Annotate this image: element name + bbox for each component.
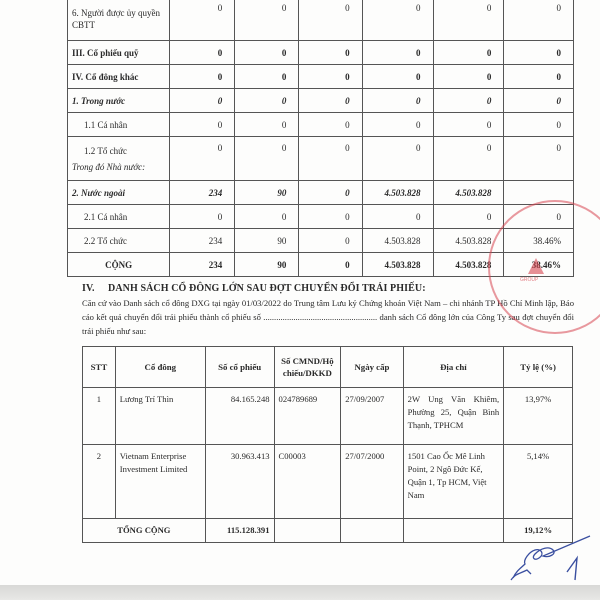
row-label [68, 253, 170, 277]
cell-shareholder: Vietnam Enterprise Investment Limited [115, 445, 205, 519]
viewer-bottom-bar [0, 585, 600, 600]
total-row [83, 519, 573, 543]
cell-value: 0 [299, 41, 362, 65]
row-label-text: IV. Cổ đông khác [72, 71, 139, 82]
cell-value: 0 [504, 137, 574, 181]
table-row [68, 113, 574, 137]
cell-value: 4.503.828 [433, 181, 504, 205]
row-label-text: 6. Người được ủy quyền CBTT [72, 7, 161, 30]
cell-value: 4.503.828 [362, 181, 433, 205]
cell-value: 0 [299, 229, 362, 253]
cell-value: 0 [299, 205, 362, 229]
cell-value: 90 [235, 181, 299, 205]
cell-value: 4.503.828 [433, 253, 504, 277]
cell-value: 0 [299, 113, 362, 137]
cell-value: 0 [235, 65, 299, 89]
stamp-text: GROUP [520, 277, 539, 283]
cell-value: 0 [362, 113, 433, 137]
shareholder-structure-table [67, 0, 574, 277]
header-shareholder: Cổ đông [115, 347, 205, 388]
cell-value: 0 [362, 65, 433, 89]
table-row [68, 181, 574, 205]
cell-value: 0 [504, 65, 574, 89]
cell-value: 0 [170, 0, 235, 41]
cell-value: 234 [170, 181, 235, 205]
cell-value: 0 [235, 89, 299, 113]
cell-stt: 2 [83, 445, 116, 519]
row-sublabel: Trong đó Nhà nước: [72, 161, 146, 172]
cell-value: 0 [362, 0, 433, 41]
cell-value: 0 [433, 137, 504, 181]
cell-value: 90 [235, 253, 299, 277]
row-label-text: III. Cổ phiếu quỹ [72, 47, 139, 58]
cell-value: 0 [433, 113, 504, 137]
cell-value: 90 [235, 229, 299, 253]
cell-value: 0 [170, 65, 235, 89]
table-row [68, 89, 574, 113]
cell-value: 0 [362, 137, 433, 181]
table-row [68, 65, 574, 89]
cell-value: 0 [504, 205, 574, 229]
cell-id: C00003 [274, 445, 341, 519]
row-label [68, 205, 170, 229]
row-label [68, 65, 170, 89]
cell-value: 0 [235, 137, 299, 181]
cell-value: 4.503.828 [433, 229, 504, 253]
table-header-row [83, 347, 573, 388]
cell-value: 0 [299, 89, 362, 113]
cell-value: 0 [235, 205, 299, 229]
cell-id: 024789689 [274, 388, 341, 445]
table-row [83, 388, 573, 445]
cell-value: 0 [235, 113, 299, 137]
cell-ratio: 5,14% [504, 445, 573, 519]
cell-address: 1501 Cao Ốc Mê Linh Point, 2 Ngô Đức Kế, Quận 1, Tp HCM, Việt Nam [403, 445, 504, 519]
cell-stt: 1 [83, 388, 116, 445]
header-id: Số CMND/Hộ chiếu/DKKD [274, 347, 341, 388]
cell-value: 0 [299, 65, 362, 89]
header-address: Địa chỉ [403, 347, 504, 388]
row-label-text: 2.1 Cá nhân [84, 211, 128, 222]
cell-value: 0 [299, 253, 362, 277]
table-row [68, 137, 574, 181]
cell-value: 0 [504, 89, 574, 113]
cell-value: 0 [170, 89, 235, 113]
cell-value: 0 [504, 0, 574, 41]
cell-value: 0 [170, 113, 235, 137]
total-ratio: 19,12% [504, 519, 573, 543]
cell-shareholder: Lương Trí Thìn [115, 388, 205, 445]
row-label [68, 89, 170, 113]
total-label: TỔNG CỘNG [83, 519, 206, 543]
cell-value: 0 [433, 205, 504, 229]
empty-cell [403, 519, 504, 543]
signature-icon [505, 530, 595, 585]
cell-value: 0 [235, 41, 299, 65]
cell-value: 0 [235, 0, 299, 41]
section-paragraph: Căn cứ vào Danh sách cổ đông DXG tại ngày 01/03/2022 do Trung tâm Lưu ký Chứng khoán Việt Nam – chi nhánh TP Hồ Chí Minh lập, Báo cáo kết quả chuyển đổi trái phiếu thành cổ phiếu số ..................................................... danh sách Cổ đông lớn của Công Ty sau đợt chuyển đổi trái phiếu như sau: [82, 298, 574, 336]
cell-value: 0 [362, 89, 433, 113]
row-label-text: 2. Nước ngoài [72, 187, 125, 198]
cell-value: 38.46% [504, 229, 574, 253]
cell-value: 0 [504, 113, 574, 137]
cell-date: 27/09/2007 [341, 388, 403, 445]
row-label-text: CỘNG [105, 259, 133, 270]
cell-value: 0 [170, 137, 235, 181]
empty-cell [274, 519, 341, 543]
cell-value [504, 181, 574, 205]
total-shares: 115.128.391 [205, 519, 274, 543]
cell-date: 27/07/2000 [341, 445, 403, 519]
cell-value: 0 [299, 0, 362, 41]
row-label-text: 1.2 Tổ chức [84, 145, 127, 156]
row-label [68, 181, 170, 205]
row-label [68, 41, 170, 65]
cell-value: 0 [433, 41, 504, 65]
cell-address: 2W Ung Văn Khiêm, Phường 25, Quận Bình Thạnh, TPHCM [403, 388, 504, 445]
cell-value: 0 [433, 0, 504, 41]
cell-ratio: 13,97% [504, 388, 573, 445]
cell-value: 38.46% [504, 253, 574, 277]
row-label-text: 1.1 Cá nhân [84, 119, 128, 130]
header-stt: STT [83, 347, 116, 388]
table-row [68, 0, 574, 41]
cell-value: 234 [170, 229, 235, 253]
table-row [68, 41, 574, 65]
cell-value: 0 [504, 41, 574, 65]
row-label [68, 0, 170, 41]
cell-value: 0 [433, 89, 504, 113]
section-number: IV. [82, 283, 95, 294]
empty-cell [341, 519, 403, 543]
cell-value: 0 [170, 205, 235, 229]
header-date: Ngày cấp [341, 347, 403, 388]
company-logo-icon [528, 258, 544, 274]
cell-shares: 30.963.413 [205, 445, 274, 519]
cell-value: 0 [299, 181, 362, 205]
section-title: DANH SÁCH CỔ ĐÔNG LỚN SAU ĐỢT CHUYỂN ĐỔI TRÁI PHIẾU: [108, 283, 426, 294]
table-row [68, 205, 574, 229]
table-row [68, 229, 574, 253]
row-label [68, 113, 170, 137]
row-label-text: 2.2 Tổ chức [84, 235, 127, 246]
cell-value: 234 [170, 253, 235, 277]
table-row [83, 445, 573, 519]
row-label [68, 137, 170, 181]
cell-value: 0 [433, 65, 504, 89]
cell-shares: 84.165.248 [205, 388, 274, 445]
row-label [68, 229, 170, 253]
major-shareholders-table [82, 346, 573, 543]
cell-value: 4.503.828 [362, 229, 433, 253]
row-label-text: 1. Trong nước [72, 95, 126, 106]
cell-value: 4.503.828 [362, 253, 433, 277]
cell-value: 0 [362, 41, 433, 65]
cell-value: 0 [362, 205, 433, 229]
cell-value: 0 [170, 41, 235, 65]
header-shares: Số cổ phiếu [205, 347, 274, 388]
header-ratio: Tỷ lệ (%) [504, 347, 573, 388]
cell-value: 0 [299, 137, 362, 181]
table-row [68, 253, 574, 277]
